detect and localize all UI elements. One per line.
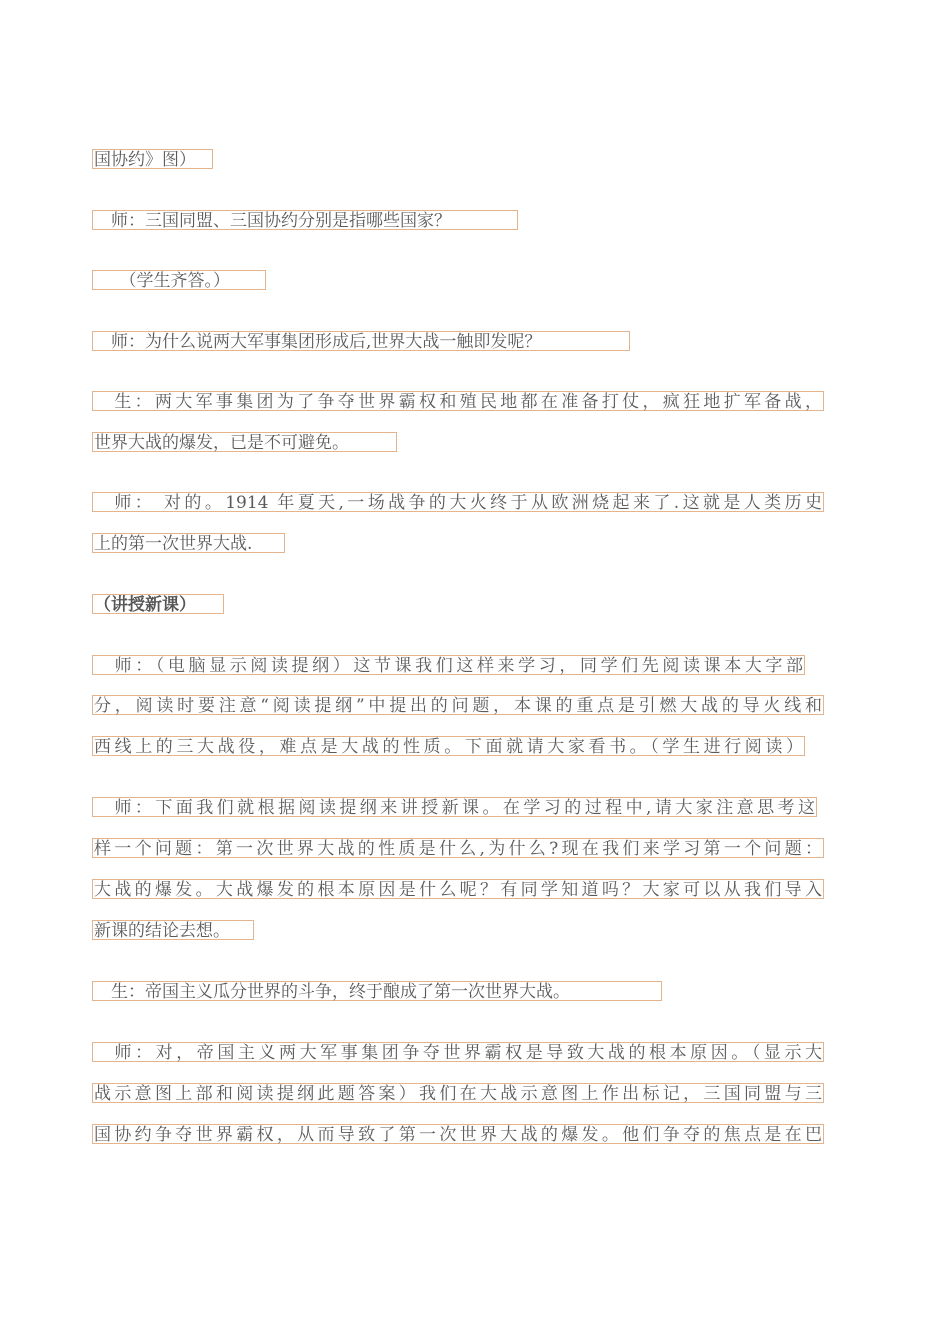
text-line: 战示意图上部和阅读提纲此题答案）我们在大战示意图上作出标记，三国同盟与三 — [94, 1084, 822, 1104]
text-line: 生：两大军事集团为了争夺世界霸权和殖民地都在准备打仗，疯狂地扩军备战， — [94, 392, 822, 412]
text-line: 师：下面我们就根据阅读提纲来讲授新课。在学习的过程中,请大家注意思考这 — [94, 798, 815, 818]
text-line: 师：（电脑显示阅读提纲）这节课我们这样来学习，同学们先阅读课本大字部 — [94, 656, 803, 676]
text-line: 大战的爆发。大战爆发的根本原因是什么呢？有同学知道吗？大家可以从我们导入 — [94, 880, 822, 900]
text-line: 上的第一次世界大战. — [92, 533, 285, 553]
text-line: 国协约争夺世界霸权，从而导致了第一次世界大战的爆发。他们争夺的焦点是在巴 — [94, 1125, 822, 1145]
text-line: 生：帝国主义瓜分世界的斗争，终于酿成了第一次世界大战。 — [92, 981, 662, 1001]
text-line: （学生齐答。） — [92, 270, 266, 290]
text-line: 样一个问题：第一次世界大战的性质是什么,为什么?现在我们来学习第一个问题： — [94, 839, 822, 859]
text-line: 国协约》图） — [92, 149, 213, 169]
text-line: 世界大战的爆发，已是不可避免。 — [92, 432, 397, 452]
section-heading: （讲授新课） — [92, 594, 224, 614]
text-line: 师：对，帝国主义两大军事集团争夺世界霸权是导致大战的根本原因。（显示大 — [94, 1043, 822, 1063]
text-line: 分，阅读时要注意“阅读提纲”中提出的问题，本课的重点是引燃大战的导火线和 — [94, 696, 822, 716]
text-line: 师：为什么说两大军事集团形成后,世界大战一触即发呢？ — [92, 331, 630, 351]
text-line: 师：三国同盟、三国协约分别是指哪些国家？ — [92, 210, 518, 230]
text-line: 新课的结论去想。 — [92, 920, 254, 940]
text-line: 师： 对的。1914 年夏天,一场战争的大火终于从欧洲烧起来了.这就是人类历史 — [94, 493, 822, 513]
text-line: 西线上的三大战役，难点是大战的性质。下面就请大家看书。（学生进行阅读） — [94, 737, 803, 757]
